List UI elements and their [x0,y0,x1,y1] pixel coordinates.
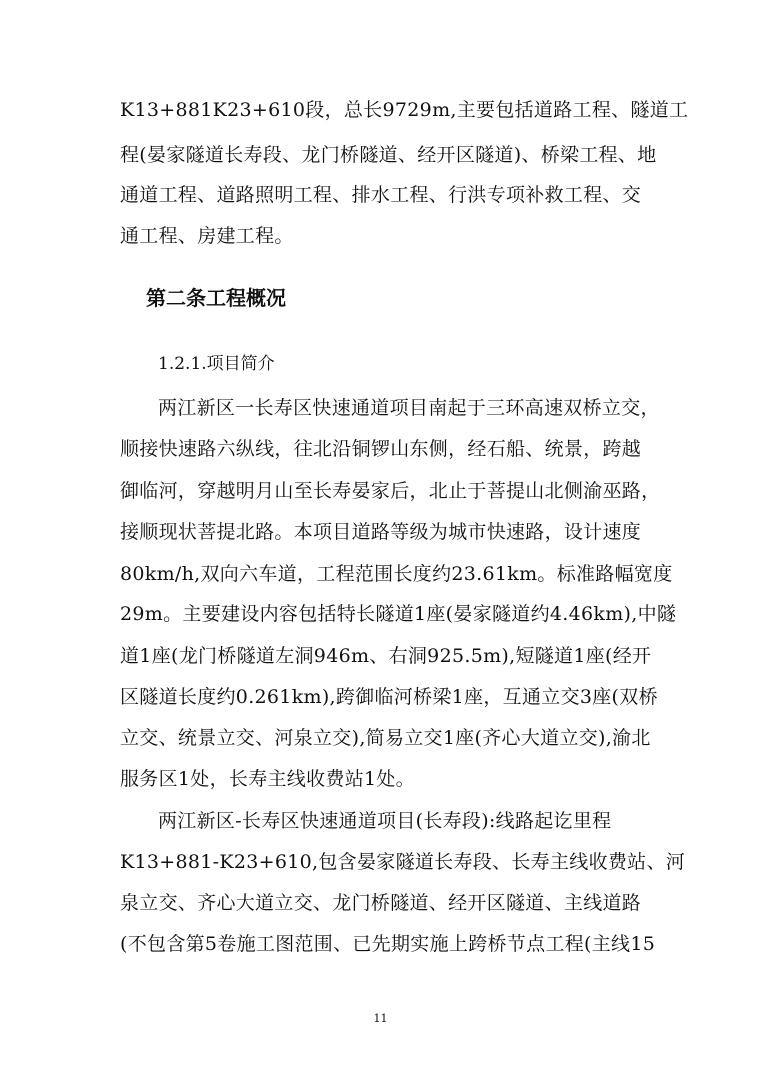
intro-line-1: K13+881K23+610段，总长9729m,主要包括道路工程、隧道工 [120,99,689,121]
paragraph1-line-8: 区隧道长度约0.261km),跨御临河桥梁1座，互通立交3座(双桥 [120,686,658,708]
paragraph2-line-3: 泉立交、齐心大道立交、龙门桥隧道、经开区隧道、主线道路 [120,892,642,914]
intro-line-2: 程(晏家隧道长寿段、龙门桥隧道、经开区隧道)、桥梁工程、地 [120,144,657,166]
paragraph2-line-2: K13+881-K23+610,包含晏家隧道长寿段、长寿主线收费站、河 [120,851,686,873]
paragraph1-line-3: 御临河，穿越明月山至长寿晏家后，北止于菩提山北侧渝巫路， [120,480,661,502]
paragraph1-line-1: 两江新区一长寿区快速通道项目南起于三环高速双桥立交， [158,397,660,419]
paragraph1-line-7: 道1座(龙门桥隧道左洞946m、右洞925.5m),短隧道1座(经开 [120,645,652,667]
paragraph2-line-4: (不包含第5卷施工图范围、已先期实施上跨桥节点工程(主线15 [120,933,656,955]
paragraph1-line-5: 80km/h,双向六车道，工程范围长度约23.61km。标准路幅宽度 [120,563,673,585]
paragraph1-line-9: 立交、统景立交、河泉立交),简易立交1座(齐心大道立交),渝北 [120,727,651,749]
paragraph2-line-1: 两江新区-长寿区快速通道项目(长寿段):线路起讫里程 [158,810,612,832]
subsection-heading: 1.2.1.项目简介 [158,354,275,374]
paragraph1-line-10: 服务区1处，长寿主线收费站1处。 [120,768,415,790]
paragraph1-line-4: 接顺现状菩提北路。本项目道路等级为城市快速路，设计速度 [120,521,642,543]
paragraph1-line-6: 29m。主要建设内容包括特长隧道1座(晏家隧道约4.46km),中隧 [120,603,677,625]
intro-line-4: 通工程、房建工程。 [120,225,294,247]
paragraph1-line-2: 顺接快速路六纵线，往北沿铜锣山东侧，经石船、统景，跨越 [120,438,642,460]
section-heading: 第二条工程概况 [146,286,286,310]
page-number: 11 [373,1012,388,1025]
intro-line-3: 通道工程、道路照明工程、排水工程、行洪专项补救工程、交 [120,184,642,206]
